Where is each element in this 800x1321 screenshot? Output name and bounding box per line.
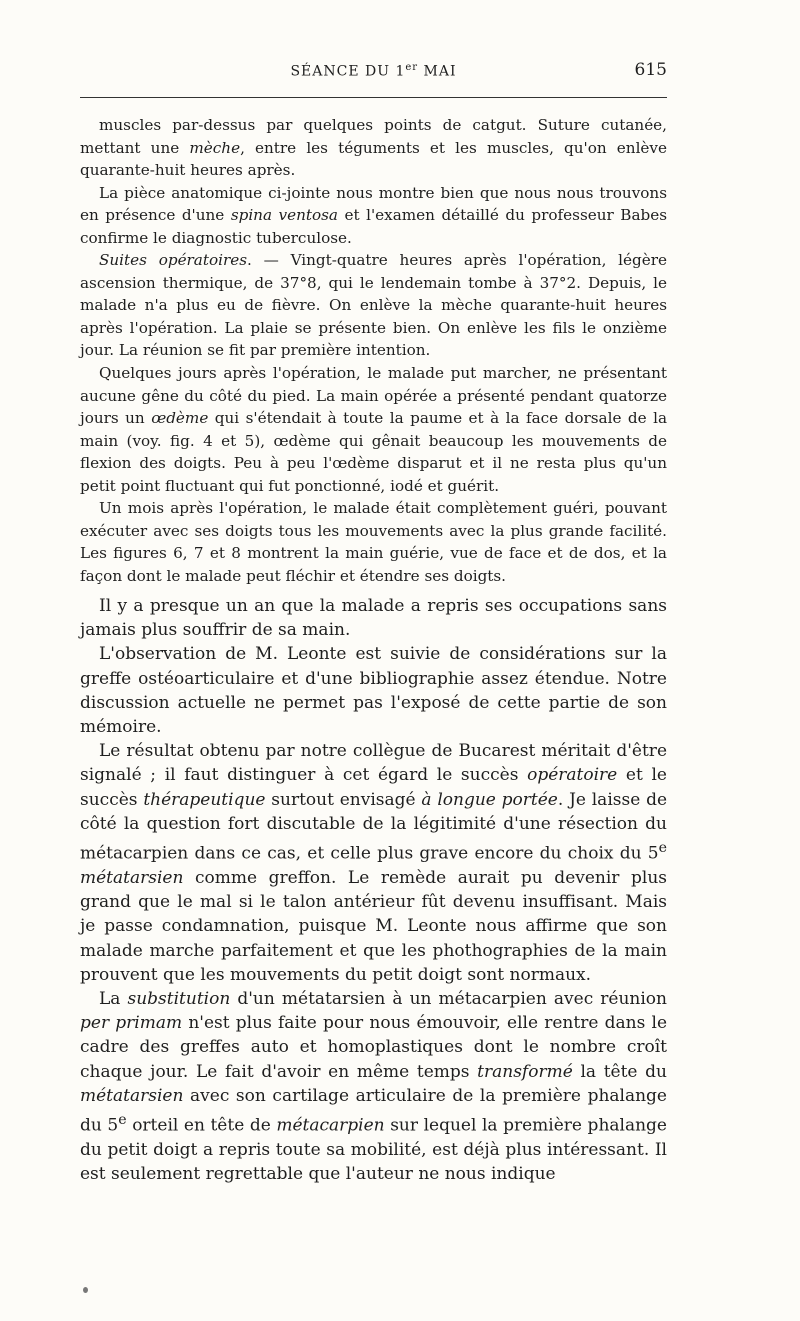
text-run: La pièce anatomique ci-jointe nous montre bien que nous nous trouvons en présence d'une [80,183,667,225]
text-run: . — Vingt-quatre heures après l'opération, légère ascension thermique, de 37°8, qui le lendemain tombe à 37°2. Depuis, le malade n'a plus eu de fièvre. On enlève la mèche quarante-huit heures après l'opération. La plaie se présente bien. On enlève les fils le onzième jour. La réunion se fit par première intention. [80,251,667,360]
italic-text: métatarsien [80,867,184,888]
text-run: . Je laisse de côté la question fort discutable de la légitimité d'une résection du métacarpien dans ce cas, et celle plus grave encore du choix du 5 [80,789,668,864]
text-run: avec son cartilage articulaire de la première phalange du 5 [80,1085,667,1136]
text-run: L'observation de M. Leonte est suivie de considérations sur la greffe ostéoarticulaire et d'une bibliographie assez étendue. Notre discussion actuelle ne permet pas l'exposé de cette partie de son mémoire. [80,644,667,738]
text-run: La [99,988,128,1009]
text-run: sur lequel la première phalange du petit doigt a repris toute sa mobilité, est déjà plus intéressant. Il est seulement regrettable que l'auteur ne nous indique [80,1115,667,1184]
observation-text [80,114,667,587]
paragraph [80,182,667,250]
italic-text: spina ventosa [230,206,338,225]
superscript: e [118,1111,127,1128]
text-run: surtout envisagé [265,789,422,810]
text-run: orteil en tête de [126,1115,277,1136]
italic-text: thérapeutique [143,789,266,810]
italic-text: per primam [80,1013,183,1034]
italic-text: œdème [151,409,209,428]
title-superscript: er [405,62,419,73]
text-run: d'un métatarsien à un métacarpien avec réunion [230,988,667,1009]
text-run: la tête du [572,1061,667,1082]
title-text: SÉANCE DU 1 [290,63,406,80]
text-run: muscles par-dessus par quelques points de catgut. Suture cutanée, mettant une [80,116,667,157]
paragraph [80,987,667,1186]
italic-text: Suites opératoires [99,251,248,270]
text-run: Le résultat obtenu par notre collègue de Bucarest méritait d'être signalé ; il faut distinguer à cet égard le succès [80,741,667,786]
text-run: et l'examen détaillé du professeur Babes confirme le diagnostic tuberculose. [80,206,668,247]
page-number: 615 [634,60,667,80]
italic-text: substitution [127,988,231,1009]
running-header [80,58,667,84]
paragraph [80,362,667,497]
paragraph [80,497,667,587]
italic-text: transformé [477,1061,573,1082]
italic-text: mèche [189,138,241,157]
print-mark [83,1287,88,1293]
text-run: et le succès [80,765,667,810]
paragraph [80,739,667,987]
header-rule [80,97,667,98]
text-run: Il y a presque un an que la malade a repris ses occupations sans jamais plus souffrir de sa main. [80,596,667,641]
paragraph [80,249,667,362]
commentary-text [80,594,667,1186]
title-month: MAI [418,63,457,80]
text-run: Un mois après l'opération, le malade était complètement guéri, pouvant exécuter avec ses doigts tous les mouvements avec la plus grande facilité. Les figures 6, 7 et 8 montrent la main guérie, vue de face et de dos, et la façon dont le malade peut fléchir et étendre ses doigts. [80,499,667,585]
italic-text: opératoire [527,765,618,786]
italic-text: métacarpien [276,1115,385,1136]
italic-text: métatarsien [80,1085,184,1106]
italic-text: à longue portée [421,789,558,810]
superscript: e [658,840,667,857]
paragraph [80,114,667,182]
text-run: n'est plus faite pour nous émouvoir, elle rentre dans le cadre des greffes auto et homoplastiques dont le nombre croît chaque jour. Le fait d'avoir en même temps [80,1013,668,1082]
running-title [80,62,667,80]
text-run: qui s'étendait à toute la paume et à la face dorsale de la main (voy. fig. 4 et 5), œdème qui gênait beaucoup les mouvements de flexion des doigts. Peu à peu l'œdème disparut et il ne resta plus qu'un petit point fluctuant qui fut ponctionné, iodé et guérit. [80,409,668,495]
paragraph [80,594,667,642]
text-run: Quelques jours après l'opération, le malade put marcher, ne présentant aucune gêne du côté du pied. La main opérée a présenté pendant quatorze jours un [80,364,667,428]
paragraph [80,642,667,739]
text-run: , entre les téguments et les muscles, qu'on enlève quarante-huit heures après. [80,138,667,180]
text-run: comme greffon. Le remède aurait pu devenir plus grand que le mal si le talon antérieur fût devenu insuffisant. Mais je passe condamnation, puisque M. Leonte nous affirme que son malade marche parfaitement et que les phothographies de la main prouvent que les mouvements du petit doigt sont normaux. [80,867,667,985]
